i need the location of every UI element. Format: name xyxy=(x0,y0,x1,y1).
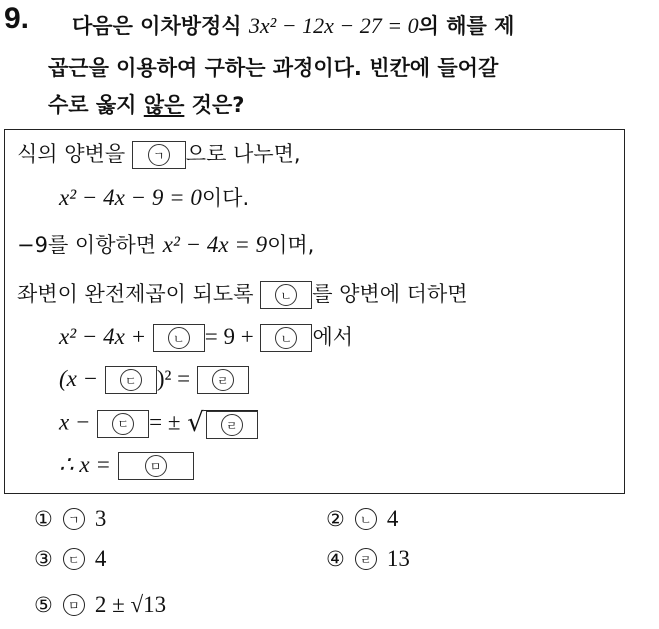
choice-2-label: ㄴ xyxy=(355,508,377,530)
step5-post: 에서 xyxy=(312,325,354,349)
choice-3-number: ③ xyxy=(34,547,53,571)
step-1 xyxy=(17,138,301,169)
blank-b-label: ㄴ xyxy=(275,284,297,306)
blank-d-2 xyxy=(206,411,258,439)
choice-4[interactable] xyxy=(326,546,410,572)
choice-4-label: ㄹ xyxy=(355,548,377,570)
question-line-2: 곱근을 이용하여 구하는 과정이다. 빈칸에 들어갈 xyxy=(48,56,499,80)
question-number: 9. xyxy=(4,2,30,35)
blank-b3-label: ㄴ xyxy=(275,327,297,349)
step-5 xyxy=(59,321,353,352)
blank-c-label: ㄷ xyxy=(120,369,142,391)
step-8 xyxy=(59,452,194,480)
choice-1-label: ㄱ xyxy=(63,508,85,530)
choice-1-value: 3 xyxy=(94,506,107,531)
choice-3-label: ㄷ xyxy=(63,548,85,570)
solution-box xyxy=(4,129,625,494)
step-3 xyxy=(17,229,314,259)
step4-pre: 좌변이 완전제곱이 되도록 xyxy=(17,282,254,306)
blank-d xyxy=(197,366,249,394)
choice-4-number: ④ xyxy=(326,547,345,571)
step3-pre: −9를 이항하면 xyxy=(17,233,157,257)
question-line3-post: 것은? xyxy=(191,93,245,117)
sqrt-sign xyxy=(187,408,258,439)
choice-2-value: 4 xyxy=(386,506,399,531)
choice-2-number: ② xyxy=(326,507,345,531)
choice-2[interactable] xyxy=(326,506,398,532)
blank-a-label: ㄱ xyxy=(148,144,170,166)
step5-a: x² − 4x + xyxy=(59,324,147,349)
choice-3[interactable] xyxy=(34,546,106,572)
step1-pre: 식의 양변을 xyxy=(17,142,126,166)
step2-equation: x² − 4x − 9 = 0 xyxy=(59,185,202,210)
step-7 xyxy=(59,408,258,439)
question-not-underlined: 않은 xyxy=(143,93,185,117)
step1-post: 으로 나누면, xyxy=(185,142,301,166)
choice-5[interactable] xyxy=(34,592,166,618)
blank-c2-label: ㄷ xyxy=(112,413,134,435)
radicand xyxy=(204,410,258,439)
blank-b2-label: ㄴ xyxy=(168,327,190,349)
step7-a: x − xyxy=(59,409,91,435)
step7-b: = ± xyxy=(149,409,181,435)
step-4 xyxy=(17,278,468,309)
blank-d-label: ㄹ xyxy=(212,369,234,391)
choice-4-value: 13 xyxy=(386,546,410,571)
choice-3-value: 4 xyxy=(94,546,107,571)
choice-5-value: 2 ± √13 xyxy=(94,592,167,617)
choice-5-label: ㅁ xyxy=(63,594,85,616)
step6-a: (x − xyxy=(59,366,99,391)
step6-b: )² = xyxy=(156,366,191,391)
blank-c xyxy=(105,366,157,394)
choice-1-number: ① xyxy=(34,507,53,531)
blank-e xyxy=(118,452,194,480)
step-2 xyxy=(59,182,249,212)
step8-text: ∴ x = xyxy=(59,452,111,477)
blank-e-label: ㅁ xyxy=(145,455,167,477)
blank-b-3 xyxy=(260,324,312,352)
step2-post: 이다. xyxy=(201,186,250,210)
choice-1[interactable] xyxy=(34,506,106,532)
radical-icon: √ xyxy=(187,408,204,438)
question-line1-suffix: 의 해를 제 xyxy=(418,14,515,38)
question-line3-pre: 수로 옳지 xyxy=(48,93,137,117)
blank-c-2 xyxy=(97,410,149,438)
step3-equation: x² − 4x = 9 xyxy=(162,232,268,257)
question-equation: 3x² − 12x − 27 = 0 xyxy=(248,13,419,38)
blank-d2-label: ㄹ xyxy=(221,414,243,436)
blank-a xyxy=(132,141,186,169)
question-line-1 xyxy=(72,10,514,40)
question-line1-prefix: 다음은 이차방정식 xyxy=(72,14,242,38)
blank-b-2 xyxy=(153,324,205,352)
step4-post: 를 양변에 더하면 xyxy=(312,282,468,306)
step5-b: = 9 + xyxy=(204,324,254,349)
blank-b xyxy=(260,281,312,309)
question-line-3 xyxy=(48,89,244,119)
choice-5-number: ⑤ xyxy=(34,593,53,617)
step-6 xyxy=(59,366,249,394)
step3-post: 이며, xyxy=(267,233,315,257)
